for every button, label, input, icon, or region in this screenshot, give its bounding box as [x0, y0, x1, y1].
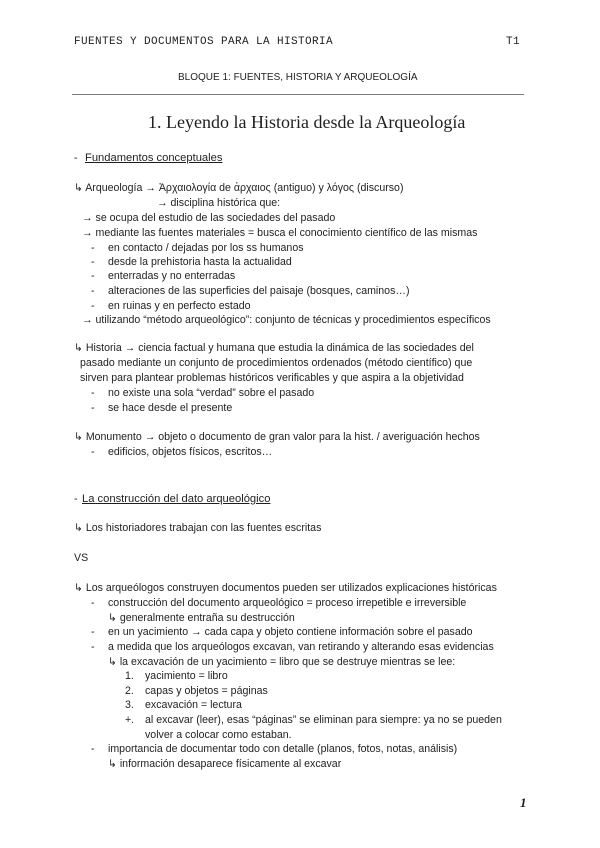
numbered-marker: 1. — [125, 670, 134, 682]
header-divider — [72, 94, 524, 95]
bullet-dash: - — [91, 285, 95, 297]
line-historia-cont: sirven para plantear problemas históricos verificables y que aspira a la objetividad — [80, 372, 464, 384]
numbered-marker: +. — [125, 714, 135, 726]
line-vs: VS — [74, 552, 89, 564]
bullet-dash: - — [91, 597, 95, 609]
bullet-dash: - — [91, 446, 95, 458]
bullet-item: en contacto / dejadas por los ss humanos — [108, 242, 304, 254]
line-historia: ↳ Historia → ciencia factual y humana que estudia la dinámica de las sociedades del — [74, 342, 474, 354]
section-dash: - — [74, 152, 78, 164]
bullet-item: importancia de documentar todo con detalle (planos, fotos, notas, análisis) — [108, 743, 458, 755]
bullet-dash: - — [91, 743, 95, 755]
numbered-item: excavación = lectura — [145, 699, 242, 711]
line-metodo: → utilizando “método arqueológico”: conjunto de técnicas y procedimientos específicos — [82, 314, 491, 326]
line-historiadores: ↳ Los historiadores trabajan con las fuentes escritas — [74, 522, 322, 534]
bullet-item: a medida que los arqueólogos excavan, van retirando y alterando esas evidencias — [108, 641, 494, 653]
numbered-item: yacimiento = libro — [145, 670, 228, 682]
line-arqueologos: ↳ Los arqueólogos construyen documentos pueden ser utilizados explicaciones históricas — [74, 582, 497, 594]
line-disciplina: → disciplina histórica que: — [157, 197, 281, 209]
numbered-item-cont: volver a colocar como estaban. — [145, 729, 292, 741]
bullet-item: desde la prehistoria hasta la actualidad — [108, 256, 292, 268]
bullet-dash: - — [91, 641, 95, 653]
bullet-dash: - — [91, 270, 95, 282]
bullet-item: construcción del documento arqueológico = proceso irrepetible e irreversible — [108, 597, 467, 609]
line-arqueologia: ↳ Arqueología → Ἀρχαιολογία de ἀρχαιος (antiguo) y λόγος (discurso) — [74, 182, 404, 194]
bullet-item: no existe una sola “verdad” sobre el pasado — [108, 387, 315, 399]
numbered-item: capas y objetos = páginas — [145, 685, 268, 697]
section-dash: - — [74, 493, 78, 505]
numbered-marker: 3. — [125, 699, 134, 711]
chapter-code: T1 — [506, 36, 521, 48]
bullet-item: en ruinas y en perfecto estado — [108, 300, 251, 312]
bullet-item: edificios, objetos físicos, escritos… — [108, 446, 273, 458]
sub-line: ↳ generalmente entraña su destrucción — [108, 612, 295, 624]
sub-line: ↳ la excavación de un yacimiento = libro que se destruye mientras se lee: — [108, 656, 456, 668]
line-historia-cont: pasado mediante un conjunto de procedimientos ordenados (método científico) que — [80, 357, 473, 369]
numbered-item: al excavar (leer), esas “páginas” se eliminan para siempre: ya no se pueden — [145, 714, 502, 726]
numbered-marker: 2. — [125, 685, 134, 697]
bullet-item: alteraciones de las superficies del paisaje (bosques, caminos…) — [108, 285, 410, 297]
bullet-dash: - — [91, 626, 95, 638]
line-fuentes-materiales: → mediante las fuentes materiales = busca el conocimiento científico de las mismas — [82, 227, 478, 239]
bullet-dash: - — [91, 242, 95, 254]
bullet-dash: - — [91, 300, 95, 312]
bullet-dash: - — [91, 387, 95, 399]
section-heading-construccion: La construcción del dato arqueológico — [82, 493, 271, 505]
chapter-title: 1. Leyendo la Historia desde la Arqueología — [148, 112, 466, 132]
bullet-item: en un yacimiento → cada capa y objeto contiene información sobre el pasado — [108, 626, 473, 638]
bullet-item: se hace desde el presente — [108, 402, 233, 414]
line-estudio: → se ocupa del estudio de las sociedades del pasado — [82, 212, 336, 224]
bullet-dash: - — [91, 402, 95, 414]
bullet-item: enterradas y no enterradas — [108, 270, 236, 282]
bullet-dash: - — [91, 256, 95, 268]
running-header: FUENTES Y DOCUMENTOS PARA LA HISTORIA — [74, 36, 334, 48]
section-heading-fundamentos: Fundamentos conceptuales — [85, 152, 223, 164]
page-number: 1 — [520, 795, 527, 810]
line-monumento: ↳ Monumento → objeto o documento de gran valor para la hist. / averiguación hechos — [74, 431, 480, 443]
sub-line: ↳ información desaparece físicamente al excavar — [108, 758, 342, 770]
block-subheader: BLOQUE 1: FUENTES, HISTORIA Y ARQUEOLOGÍA — [178, 72, 418, 83]
